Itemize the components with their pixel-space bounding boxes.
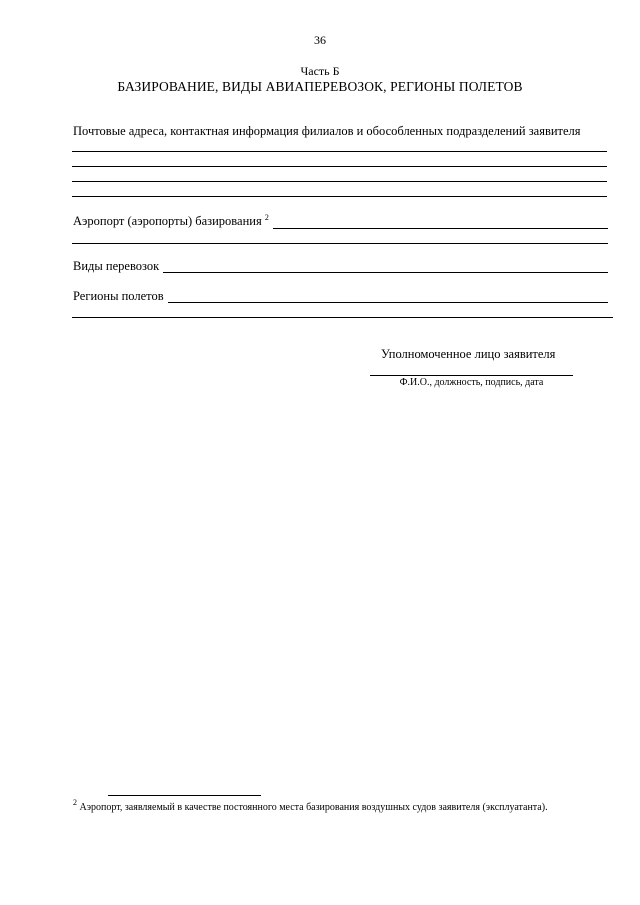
- signature-line[interactable]: [370, 375, 573, 376]
- section-title: БАЗИРОВАНИЕ, ВИДЫ АВИАПЕРЕВОЗОК, РЕГИОНЫ ПОЛЕТОВ: [117, 79, 523, 94]
- transport-label: Виды перевозок: [73, 259, 160, 273]
- signature-label: Уполномоченное лицо заявителя: [381, 347, 556, 361]
- page-number: 36: [314, 33, 326, 47]
- section-part: Часть Б: [300, 64, 340, 78]
- regions-line-2[interactable]: [72, 317, 613, 318]
- footnote-marker: 2: [73, 798, 77, 807]
- airport-label: [73, 214, 269, 229]
- transport-input-line[interactable]: [163, 272, 608, 273]
- footnote: [73, 798, 548, 813]
- addresses-line-1[interactable]: [72, 151, 607, 152]
- airport-line-2[interactable]: [72, 243, 608, 244]
- airport-input-line[interactable]: [273, 228, 608, 229]
- footnote-text: Аэропорт, заявляемый в качестве постоянного места базирования воздушных судов заявителя (эксплуатанта).: [79, 802, 548, 813]
- regions-label: Регионы полетов: [73, 289, 164, 303]
- regions-input-line[interactable]: [168, 302, 608, 303]
- footnote-separator: [108, 795, 261, 796]
- addresses-line-3[interactable]: [72, 181, 607, 182]
- airport-label-text: Аэропорт (аэропорты) базирования: [73, 214, 262, 228]
- addresses-line-4[interactable]: [72, 196, 607, 197]
- airport-footnote-ref: 2: [264, 213, 269, 222]
- addresses-label: Почтовые адреса, контактная информация филиалов и обособленных подразделений заявителя: [73, 124, 581, 138]
- addresses-line-2[interactable]: [72, 166, 607, 167]
- signature-caption: Ф.И.О., должность, подпись, дата: [399, 377, 544, 388]
